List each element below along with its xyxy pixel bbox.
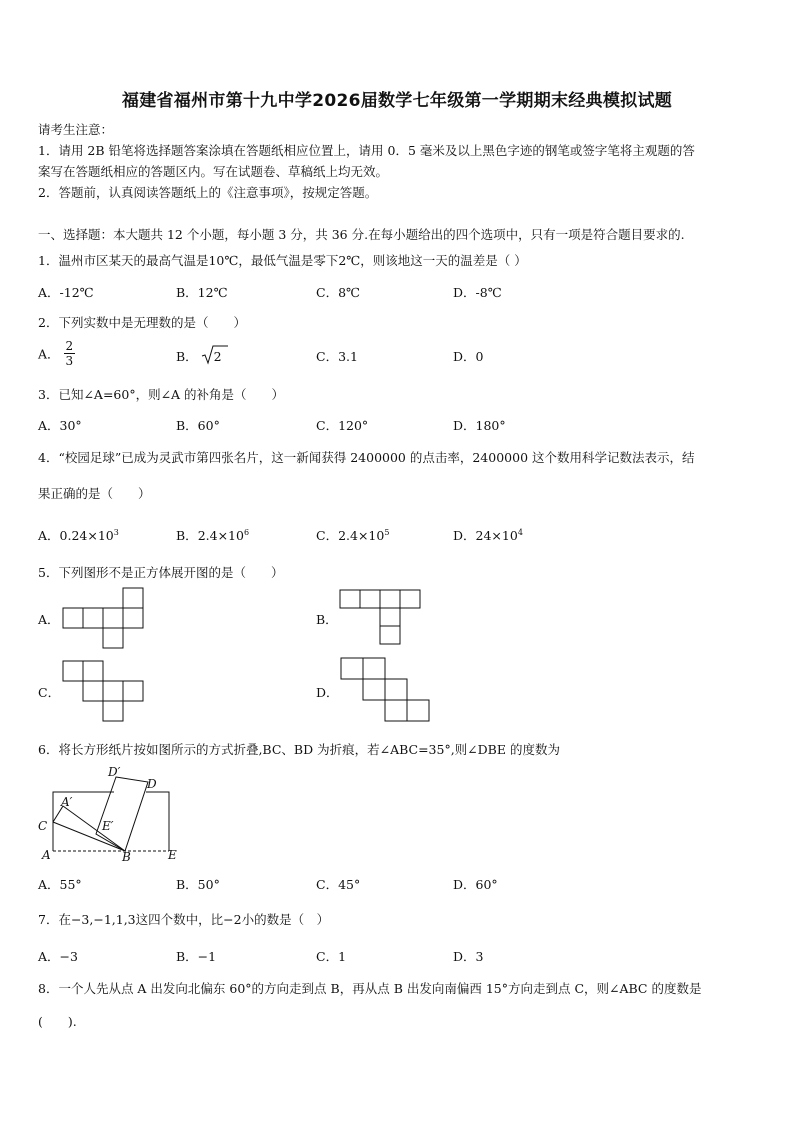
label-e: E (168, 848, 177, 862)
question-2-option-d: D．0 (453, 349, 484, 364)
question-7-numbers: −3,−1,1,3 (70, 912, 136, 927)
question-2-option-a (38, 339, 75, 368)
question-6-option-a: A．55° (38, 877, 82, 892)
option-base: 0.24×10 (59, 528, 114, 543)
question-1-option-c: C．8℃ (316, 285, 361, 300)
option-base: 2.4×10 (338, 528, 385, 543)
question-7-stem-pre: 7．在 (38, 912, 71, 927)
question-2-stem: 2．下列实数中是无理数的是（ ） (38, 315, 246, 330)
option-exponent: 6 (243, 527, 250, 537)
question-7-stem-post: 小的数是（ ） (241, 912, 330, 927)
option-base: 24×10 (475, 528, 518, 543)
question-7-option-b: B．−1 (176, 949, 217, 964)
question-2-option-c: C．3.1 (316, 349, 358, 364)
label-a-prime: A′ (61, 795, 73, 809)
question-2-option-b-label: B． (176, 349, 198, 364)
question-1-option-a: A．-12℃ (38, 285, 94, 300)
question-6-stem: 6．将长方形纸片按如图所示的方式折叠,BC、BD 为折痕，若∠ABC=35°,则∠DBE 的度数为 (38, 742, 560, 757)
folded-rectangle-figure (36, 764, 181, 864)
radical-sign-icon (202, 345, 228, 365)
label-e-prime: E′ (102, 819, 114, 833)
section-heading: 一、选择题：本大题共 12 个小题，每小题 3 分，共 36 分.在每小题给出的四个选项中，只有一项是符合题目要求的. (38, 227, 685, 242)
question-1-option-b: B．12℃ (176, 285, 228, 300)
cube-net-d (341, 658, 441, 728)
question-4-option-a (38, 526, 119, 544)
fraction-numerator: 2 (65, 339, 74, 353)
option-label: B． (176, 528, 198, 543)
question-3-option-c: C．120° (316, 418, 369, 433)
question-3-option-d: D．180° (453, 418, 506, 433)
option-label: A． (38, 528, 60, 543)
option-exponent: 5 (384, 527, 390, 537)
question-7-option-d: D．3 (453, 949, 484, 964)
question-1-stem: 1．温州市区某天的最高气温是10℃，最低气温是零下2℃，则该地这一天的温差是（ ） (38, 253, 527, 268)
question-7-option-a: A．−3 (38, 949, 78, 964)
question-5-stem: 5．下列图形不是正方体展开图的是（ ） (38, 565, 284, 580)
option-label: C． (316, 528, 339, 543)
label-d: D (147, 777, 157, 791)
option-label: D． (453, 528, 476, 543)
question-5-option-b-label: B． (316, 612, 338, 627)
question-6-option-b: B．50° (176, 877, 220, 892)
fraction (64, 339, 76, 368)
question-4-option-b (176, 526, 249, 544)
notice-item-1-line-1: 1．请用 2B 铅笔将选择题答案涂填在答题纸相应位置上，请用 0．5 毫米及以上黑色字迹的钢笔或签字笔将主观题的答 (38, 143, 695, 158)
question-8-stem-line-2: ( ). (38, 1014, 77, 1029)
notice-heading: 请考生注意： (38, 122, 114, 137)
question-5-option-c-label: C． (38, 685, 61, 700)
question-4-stem-line-2: 果正确的是（ ） (38, 486, 151, 501)
question-2-option-b (176, 347, 222, 365)
question-4-option-d (453, 526, 523, 544)
cube-net-a (63, 588, 153, 648)
question-3-option-b: B．60° (176, 418, 220, 433)
question-7-stem-mid: 这四个数中，比 (135, 912, 224, 927)
notice-item-1-line-2: 案写在答题纸相应的答题区内。写在试题卷、草稿纸上均无效。 (38, 164, 389, 179)
question-3-option-a: A．30° (38, 418, 82, 433)
label-c: C (38, 819, 48, 833)
cube-net-b (340, 590, 430, 650)
label-d-prime: D′ (108, 765, 121, 779)
question-7-option-c: C．1 (316, 949, 347, 964)
label-b: B (122, 850, 131, 864)
page-title: 福建省福州市第十九中学2026届数学七年级第一学期期末经典模拟试题 (121, 91, 673, 111)
label-a: A (42, 848, 51, 862)
option-base: 2.4×10 (197, 528, 244, 543)
question-6-option-d: D．60° (453, 877, 498, 892)
notice-item-2: 2．答题前，认真阅读答题纸上的《注意事项》，按规定答题。 (38, 185, 378, 200)
question-5-option-d-label: D． (316, 685, 339, 700)
option-exponent: 3 (113, 527, 119, 537)
question-2-option-a-label: A． (38, 346, 60, 362)
question-3-stem: 3．已知∠A=60°，则∠A 的补角是（ ） (38, 387, 285, 402)
radicand: 2 (213, 349, 222, 364)
fraction-denominator: 3 (65, 354, 74, 368)
option-exponent: 4 (517, 527, 523, 537)
question-7-stem (38, 910, 329, 928)
question-7-compare-value: −2 (223, 912, 242, 927)
question-8-stem-line-1: 8．一个人先从点 A 出发向北偏东 60°的方向走到点 B，再从点 B 出发向南偏西 15°方向走到点 C，则∠ABC 的度数是 (38, 981, 702, 996)
question-4-stem-line-1: 4．“校园足球”已成为灵武市第四张名片，这一新闻获得 2400000 的点击率，2400000 这个数用科学记数法表示，结 (38, 450, 695, 465)
square-root (202, 349, 222, 364)
question-6-option-c: C．45° (316, 877, 361, 892)
question-5-option-a-label: A． (38, 612, 60, 627)
question-1-option-d: D．-8℃ (453, 285, 502, 300)
cube-net-c (63, 661, 153, 721)
question-4-option-c (316, 526, 389, 544)
